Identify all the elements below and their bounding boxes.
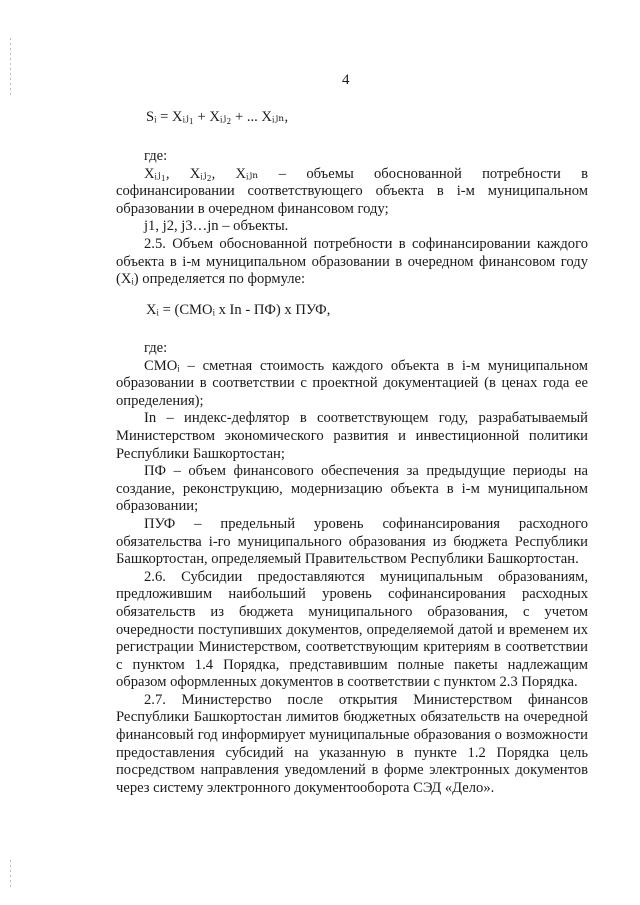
where-label-2: где: bbox=[144, 340, 168, 356]
body-text-2 bbox=[116, 340, 588, 797]
paragraph-2-6: 2.6. Субсидии предоставляются муниципальным образованиям, предложившим наибольший уровень софинансирования расходных обязательств из бюджета муниципального образования, с учетом очередности поступивших документов, определяемой датой и временем их регистрации Министерством, соответствующим критериям в соответствии с пунктом 1.4 Порядка, представившим полные пакеты надлежащим образом оформленных документов в соответствии с пунктом 2.3 Порядка. bbox=[116, 568, 588, 691]
x-definition: Xᵢⱼ₁, Xᵢⱼ₂, Xᵢⱼₙ – объемы обоснованной потребности в софинансировании соответствующего объекта в i-м муниципальном образовании в очередном финансовом году; bbox=[116, 165, 588, 217]
where-label-1: где: bbox=[144, 148, 168, 164]
binding-edge-mark bbox=[10, 38, 11, 96]
paragraph-2-5: 2.5. Объем обоснованной потребности в софинансировании каждого объекта в i-м муниципальном образовании в очередном финансовом году (Xᵢ) определяется по формуле: bbox=[116, 235, 588, 288]
page-number: 4 bbox=[342, 72, 350, 88]
binding-edge-mark bbox=[10, 860, 11, 890]
formula-x: Xᵢ = (СМОᵢ х In - ПФ) х ПУФ, bbox=[146, 302, 331, 318]
body-text-1 bbox=[116, 148, 588, 289]
formula-s: Sᵢ = Xᵢⱼ₁ + Xᵢⱼ₂ + ... Xᵢⱼₙ, bbox=[146, 109, 289, 125]
smo-definition: СМОᵢ – сметная стоимость каждого объекта в i-м муниципальном образовании в соответствии с проектной документацией (в ценах года ее определения); bbox=[116, 357, 588, 409]
paragraph-2-7: 2.7. Министерство после открытия Министерством финансов Республики Башкортостан лимитов бюджетных обязательств на очередной финансовый год информирует муниципальные образования о возможности предоставления субсидий на указанную в пункте 1.2 Порядка цель посредством направления уведомлений в форме электронных документов через систему электронного документооборота СЭД «Дело». bbox=[116, 691, 588, 796]
pf-definition: ПФ – объем финансового обеспечения за предыдущие периоды на создание, реконструкцию, модернизацию объекта в i-м муниципальном образовании; bbox=[116, 463, 588, 515]
in-definition: In – индекс-дефлятор в соответствующем году, разрабатываемый Министерством экономического развития и инвестиционной политики Республики Башкортостан; bbox=[116, 410, 588, 462]
puf-definition: ПУФ – предельный уровень софинансирования расходного обязательства i-го муниципального образования из бюджета Республики Башкортостан, определяемый Правительством Республики Башкортостан. bbox=[116, 515, 588, 568]
j-definition: j1, j2, j3…jn – объекты. bbox=[144, 218, 289, 235]
